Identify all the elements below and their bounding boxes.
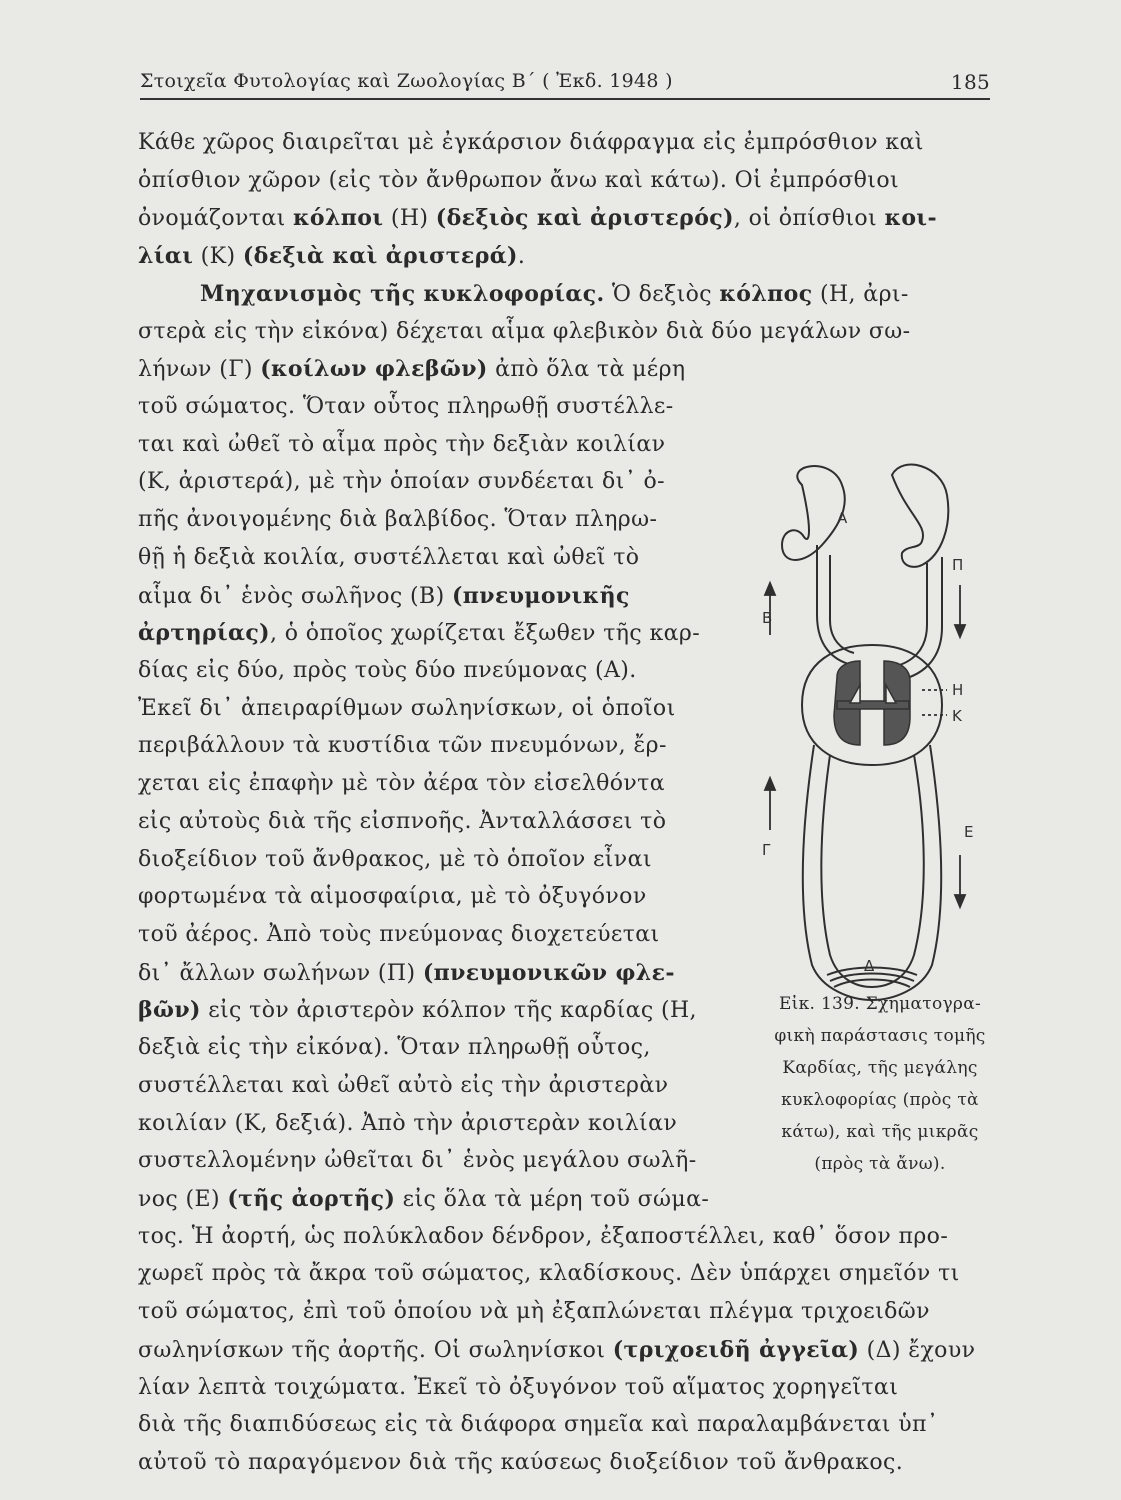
text-line: τοῦ σώματος, ἐπὶ τοῦ ὁποίου νὰ μὴ ἐξαπλώνεται πλέγμα τριχοειδῶν: [138, 1299, 930, 1325]
caption-line: Εἰκ. 139. Σχηματογρα-: [778, 993, 982, 1014]
arrow-up-icon-2: [765, 778, 775, 790]
vena-cava-line-2: [821, 755, 872, 987]
label-pulmonary-vein: Π: [952, 556, 964, 575]
label-vena-cava: Γ: [762, 841, 771, 860]
text-line: Ἐκεῖ δι᾿ ἀπειραρίθμων σωληνίσκων, οἱ ὁποῖοι: [138, 695, 676, 721]
text-line: κοιλίαν (Κ, δεξιά). Ἀπὸ τὴν ἀριστερὰν κοιλίαν: [138, 1110, 678, 1136]
text-line: λήνων (Γ) (κοίλων φλεβῶν) ἀπὸ ὅλα τὰ μέρη: [138, 356, 686, 383]
aorta-line-2: [872, 755, 924, 987]
label-aorta: Ε: [964, 823, 974, 842]
text-line: αὐτοῦ τὸ παραγόμενον διὰ τῆς καύσεως διοξείδιον τοῦ ἄνθρακος.: [138, 1450, 904, 1475]
section-heading-line: Μηχανισμὸς τῆς κυκλοφορίας. Ὁ δεξιὸς κόλπος (Η, ἀρι-: [200, 280, 909, 307]
text-line: (Κ, ἀριστερά), μὲ τὴν ὁποίαν συνδέεται δι᾿ ὀ-: [138, 469, 665, 495]
right-lung-shape: [892, 465, 948, 567]
label-ventricle: Κ: [952, 707, 962, 726]
pulmonary-artery-line-2: [830, 555, 854, 653]
text-line: λίαν λεπτὰ τοιχώματα. Ἐκεῖ τὸ ὀξυγόνον τοῦ αἵματος χορηγεῖται: [138, 1374, 899, 1400]
text-line: αἷμα δι᾿ ἑνὸς σωλῆνος (Β) (πνευμονικῆς: [138, 582, 630, 609]
text-line: ὀνομάζονται κόλποι (Η) (δεξιὸς καὶ ἀριστερός), οἱ ὀπίσθιοι κοι-: [138, 205, 937, 232]
label-lung: Α: [837, 509, 848, 528]
caption-line: φικὴ παράστασις τομῆς: [774, 1025, 986, 1046]
page-number: 185: [950, 70, 990, 94]
vena-cava-line: [803, 745, 872, 1000]
text-line: δι᾿ ἄλλων σωλήνων (Π) (πνευμονικῶν φλε-: [138, 959, 675, 986]
text-line: εἰς αὐτοὺς διὰ τῆς εἰσπνοῆς. Ἀνταλλάσσει τὸ: [138, 808, 667, 834]
left-lung-shape: [782, 466, 845, 560]
text-line: βῶν) εἰς τὸν ἀριστερὸν κόλπον τῆς καρδίας (Η,: [138, 997, 697, 1024]
text-line: δεξιὰ εἰς τὴν εἰκόνα). Ὅταν πληρωθῇ οὗτος,: [138, 1035, 651, 1061]
text-line: διὰ τῆς διαπιδύσεως εἰς τὰ διάφορα σημεῖα καὶ παραλαμβάνεται ὑπ᾿: [138, 1412, 939, 1438]
text-line: ται καὶ ὠθεῖ τὸ αἷμα πρὸς τὴν δεξιὰν κοιλίαν: [138, 431, 666, 457]
text-line: χεται εἰς ἐπαφὴν μὲ τὸν ἀέρα τὸν εἰσελθόντα: [138, 771, 665, 797]
label-pulmonary-artery: Β: [762, 609, 773, 628]
arrow-down-icon-2: [955, 895, 965, 907]
text-line: θῇ ἡ δεξιὰ κοιλία, συστέλλεται καὶ ὠθεῖ τὸ: [138, 544, 640, 570]
text-line: περιβάλλουν τὰ κυστίδια τῶν πνευμόνων, ἔρ-: [138, 733, 667, 759]
text-line: φορτωμένα τὰ αἱμοσφαίρια, μὲ τὸ ὀξυγόνον: [138, 884, 647, 910]
heart-chambers: [834, 661, 910, 745]
header-rule: [140, 98, 990, 100]
text-line: συστελλομένην ὠθεῖται δι᾿ ἑνὸς μεγάλου σωλῆ-: [138, 1148, 697, 1174]
text-line: Κάθε χῶρος διαιρεῖται μὲ ἐγκάρσιον διάφραγμα εἰς ἐμπρόσθιον καὶ: [138, 130, 924, 155]
label-atrium: Η: [952, 681, 964, 700]
aorta-line: [872, 745, 941, 1000]
pulmonary-vein-line-2: [894, 557, 942, 681]
arrow-down-icon: [955, 625, 965, 637]
caption-line: Καρδίας, τῆς μεγάλης: [782, 1058, 978, 1079]
arrow-up-icon: [765, 583, 775, 595]
text-line: ἀρτηρίας), ὁ ὁποῖος χωρίζεται ἔξωθεν τῆς καρ-: [138, 620, 701, 647]
page-header: [140, 66, 990, 100]
caption-line: κυκλοφορίας (πρὸς τὰ: [781, 1090, 979, 1111]
running-title: Στοιχεῖα Φυτολογίας καὶ Ζωολογίας Β΄ ( Ἐκδ. 1948 ): [140, 70, 673, 92]
text-line: χωρεῖ πρὸς τὰ ἄκρα τοῦ σώματος, κλαδίσκους. Δὲν ὑπάρχει σημεῖόν τι: [138, 1261, 960, 1287]
text-line: διοξείδιον τοῦ ἄνθρακος, μὲ τὸ ὁποῖον εἶναι: [138, 846, 652, 872]
text-line: συστέλλεται καὶ ὠθεῖ αὐτὸ εἰς τὴν ἀριστερὰν: [138, 1072, 669, 1098]
text-line: δίας εἰς δύο, πρὸς τοὺς δύο πνεύμονας (Α).: [138, 658, 637, 683]
text-line: τοῦ ἀέρος. Ἀπὸ τοὺς πνεύμονας διοχετεύεται: [138, 922, 660, 947]
text-line: ὀπίσθιον χῶρον (εἰς τὸν ἄνθρωπον ἄνω καὶ κάτω). Οἱ ἐμπρόσθιοι: [138, 167, 900, 193]
text-line: τος. Ἡ ἀορτή, ὡς πολύκλαδον δένδρον, ἐξαποστέλλει, καθ᾿ ὅσον προ-: [138, 1223, 949, 1249]
figure-caption: [742, 988, 1018, 1181]
caption-line: κάτω), καὶ τῆς μικρᾶς: [781, 1122, 979, 1143]
text-line: τοῦ σώματος. Ὅταν οὗτος πληρωθῇ συστέλλε-: [138, 394, 674, 419]
text-line: στερὰ εἰς τὴν εἰκόνα) δέχεται αἷμα φλεβικὸν διὰ δύο μεγάλων σω-: [138, 318, 911, 344]
text-line: σωληνίσκων τῆς ἀορτῆς. Οἱ σωληνίσκοι (τριχοειδῆ ἀγγεῖα) (Δ) ἔχουν: [138, 1336, 976, 1363]
text-line: πῆς ἀνοιγομένης διὰ βαλβίδος. Ὅταν πληρω-: [138, 507, 658, 533]
text-line: νος (Ε) (τῆς ἀορτῆς) εἰς ὅλα τὰ μέρη τοῦ σώμα-: [138, 1186, 710, 1212]
caption-line: (πρὸς τὰ ἄνω).: [814, 1154, 946, 1175]
text-line: λίαι (Κ) (δεξιὰ καὶ ἀριστερά).: [138, 243, 526, 270]
label-capillaries: Δ: [864, 957, 875, 976]
